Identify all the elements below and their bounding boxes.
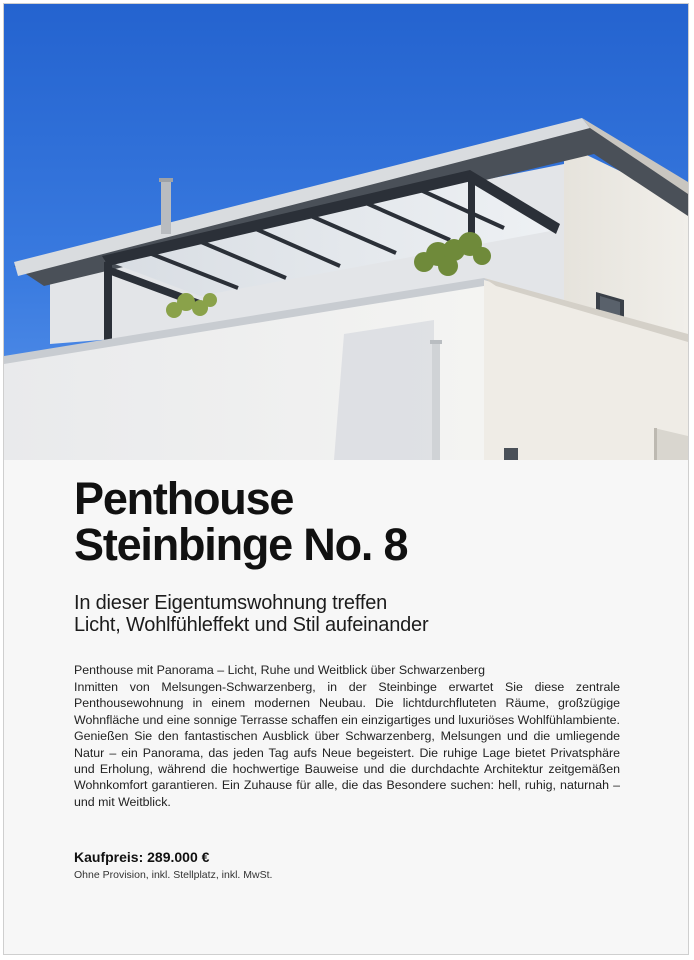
listing-lead: Penthouse mit Panorama – Licht, Ruhe und Weitblick über Schwarzenberg [74, 663, 485, 677]
listing-price: Kaufpreis: 289.000 € [74, 849, 210, 866]
expose-page [3, 3, 689, 955]
listing-price-note: Ohne Provision, inkl. Stellplatz, inkl. MwSt. [74, 869, 273, 882]
listing-content [74, 473, 620, 882]
listing-subtitle [74, 592, 620, 636]
listing-description: Inmitten von Melsungen-Schwarzenberg, in der Steinbinge erwartet Sie diese zentrale Penthousewohnung in einem modernen Neubau. Die lichtdurchfluteten Räume, großzügige Wohnfläche und eine sonnige Terrasse schaffen ein einzigartiges und luxuriöses Wohlfühlambiente. Genießen Sie den fantastischen Ausblick über Schwarzenberg, Melsungen und die umliegende Natur – ein Panorama, das jeden Tag aufs Neue begeistert. Die ruhige Lage bietet Privatsphäre und Erholung, während die hochwertige Bauweise und die durchdachte Architektur zeitgemäßen Wohnkomfort garantieren. Ein Zuhause für alle, die das Besondere suchen: hell, ruhig, naturnah – und mit Weitblick. [74, 680, 620, 809]
title-line-2: Steinbinge No. 8 [74, 519, 408, 570]
penthouse-exterior-photo [4, 4, 688, 460]
listing-title [74, 473, 620, 570]
subtitle-line-2: Licht, Wohlfühleffekt und Stil aufeinander [74, 614, 429, 636]
subtitle-line-1: In dieser Eigentumswohnung treffen [74, 592, 388, 614]
title-line-1: Penthouse [74, 473, 294, 524]
